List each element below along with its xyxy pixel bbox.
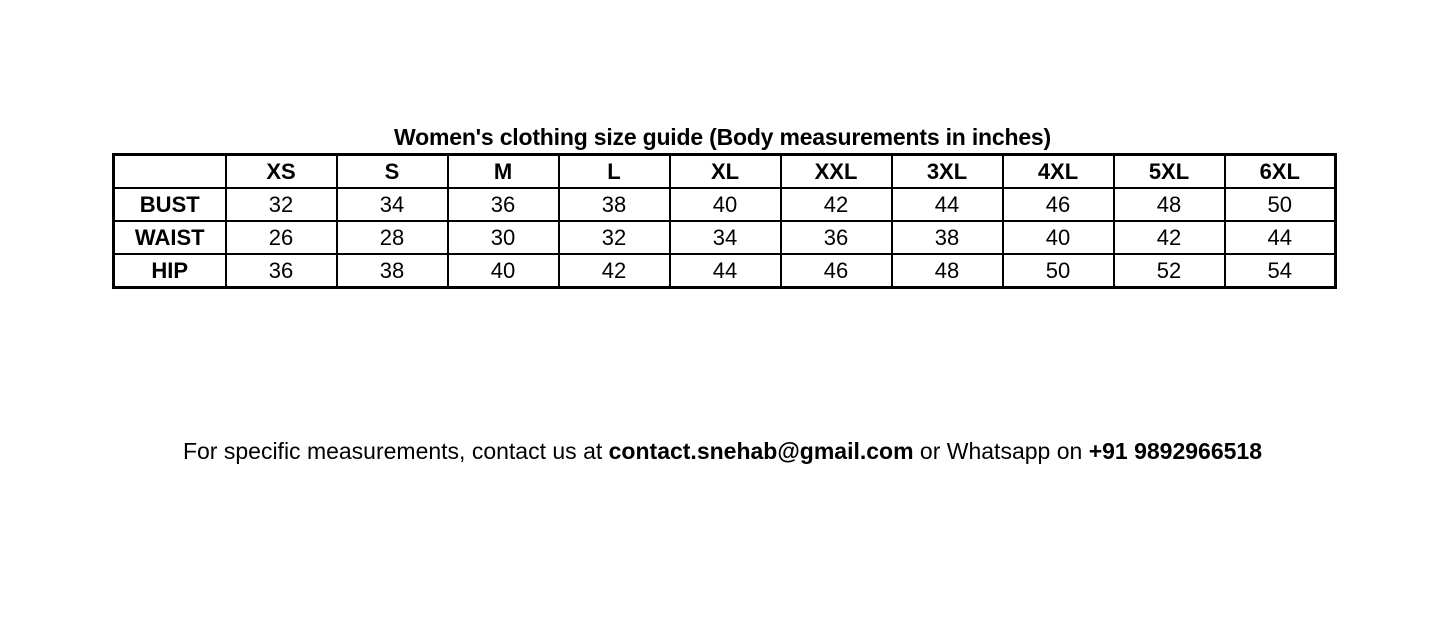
cell-hip-xl: 44: [670, 254, 781, 288]
column-header-4xl: 4XL: [1003, 155, 1114, 189]
page-title: Women's clothing size guide (Body measurements in inches): [394, 124, 1051, 150]
cell-bust-5xl: 48: [1114, 188, 1225, 221]
cell-hip-6xl: 54: [1225, 254, 1336, 288]
cell-bust-3xl: 44: [892, 188, 1003, 221]
cell-bust-xxl: 42: [781, 188, 892, 221]
table-corner-cell: [114, 155, 226, 189]
contact-note-middle: or Whatsapp on: [913, 438, 1089, 464]
cell-bust-l: 38: [559, 188, 670, 221]
cell-bust-6xl: 50: [1225, 188, 1336, 221]
table-row: [114, 221, 1336, 254]
cell-bust-xl: 40: [670, 188, 781, 221]
cell-hip-l: 42: [559, 254, 670, 288]
table-body: [114, 188, 1336, 288]
cell-waist-s: 28: [337, 221, 448, 254]
cell-hip-s: 38: [337, 254, 448, 288]
contact-email: contact.snehab@gmail.com: [608, 438, 914, 464]
cell-waist-xl: 34: [670, 221, 781, 254]
size-chart-container: [112, 153, 1337, 289]
cell-waist-5xl: 42: [1114, 221, 1225, 254]
cell-bust-m: 36: [448, 188, 559, 221]
contact-phone: +91 9892966518: [1088, 438, 1263, 464]
cell-waist-xs: 26: [226, 221, 337, 254]
cell-hip-3xl: 48: [892, 254, 1003, 288]
row-label-hip: HIP: [114, 254, 226, 288]
column-header-m: M: [448, 155, 559, 189]
cell-waist-xxl: 36: [781, 221, 892, 254]
column-header-xxl: XXL: [781, 155, 892, 189]
table-row: [114, 254, 1336, 288]
column-header-3xl: 3XL: [892, 155, 1003, 189]
column-header-xl: XL: [670, 155, 781, 189]
cell-hip-4xl: 50: [1003, 254, 1114, 288]
size-chart-table: [112, 153, 1337, 289]
cell-bust-xs: 32: [226, 188, 337, 221]
cell-hip-xxl: 46: [781, 254, 892, 288]
row-label-bust: BUST: [114, 188, 226, 221]
table-header: [114, 155, 1336, 189]
cell-bust-4xl: 46: [1003, 188, 1114, 221]
cell-waist-3xl: 38: [892, 221, 1003, 254]
contact-note: [0, 437, 1445, 467]
table-header-row: [114, 155, 1336, 189]
row-label-waist: WAIST: [114, 221, 226, 254]
column-header-6xl: 6XL: [1225, 155, 1336, 189]
contact-note-lead: For specific measurements, contact us at: [182, 438, 609, 464]
cell-waist-6xl: 44: [1225, 221, 1336, 254]
cell-waist-4xl: 40: [1003, 221, 1114, 254]
column-header-s: S: [337, 155, 448, 189]
column-header-l: L: [559, 155, 670, 189]
column-header-5xl: 5XL: [1114, 155, 1225, 189]
cell-hip-xs: 36: [226, 254, 337, 288]
cell-hip-m: 40: [448, 254, 559, 288]
cell-waist-l: 32: [559, 221, 670, 254]
cell-hip-5xl: 52: [1114, 254, 1225, 288]
cell-waist-m: 30: [448, 221, 559, 254]
cell-bust-s: 34: [337, 188, 448, 221]
column-header-xs: XS: [226, 155, 337, 189]
table-row: [114, 188, 1336, 221]
